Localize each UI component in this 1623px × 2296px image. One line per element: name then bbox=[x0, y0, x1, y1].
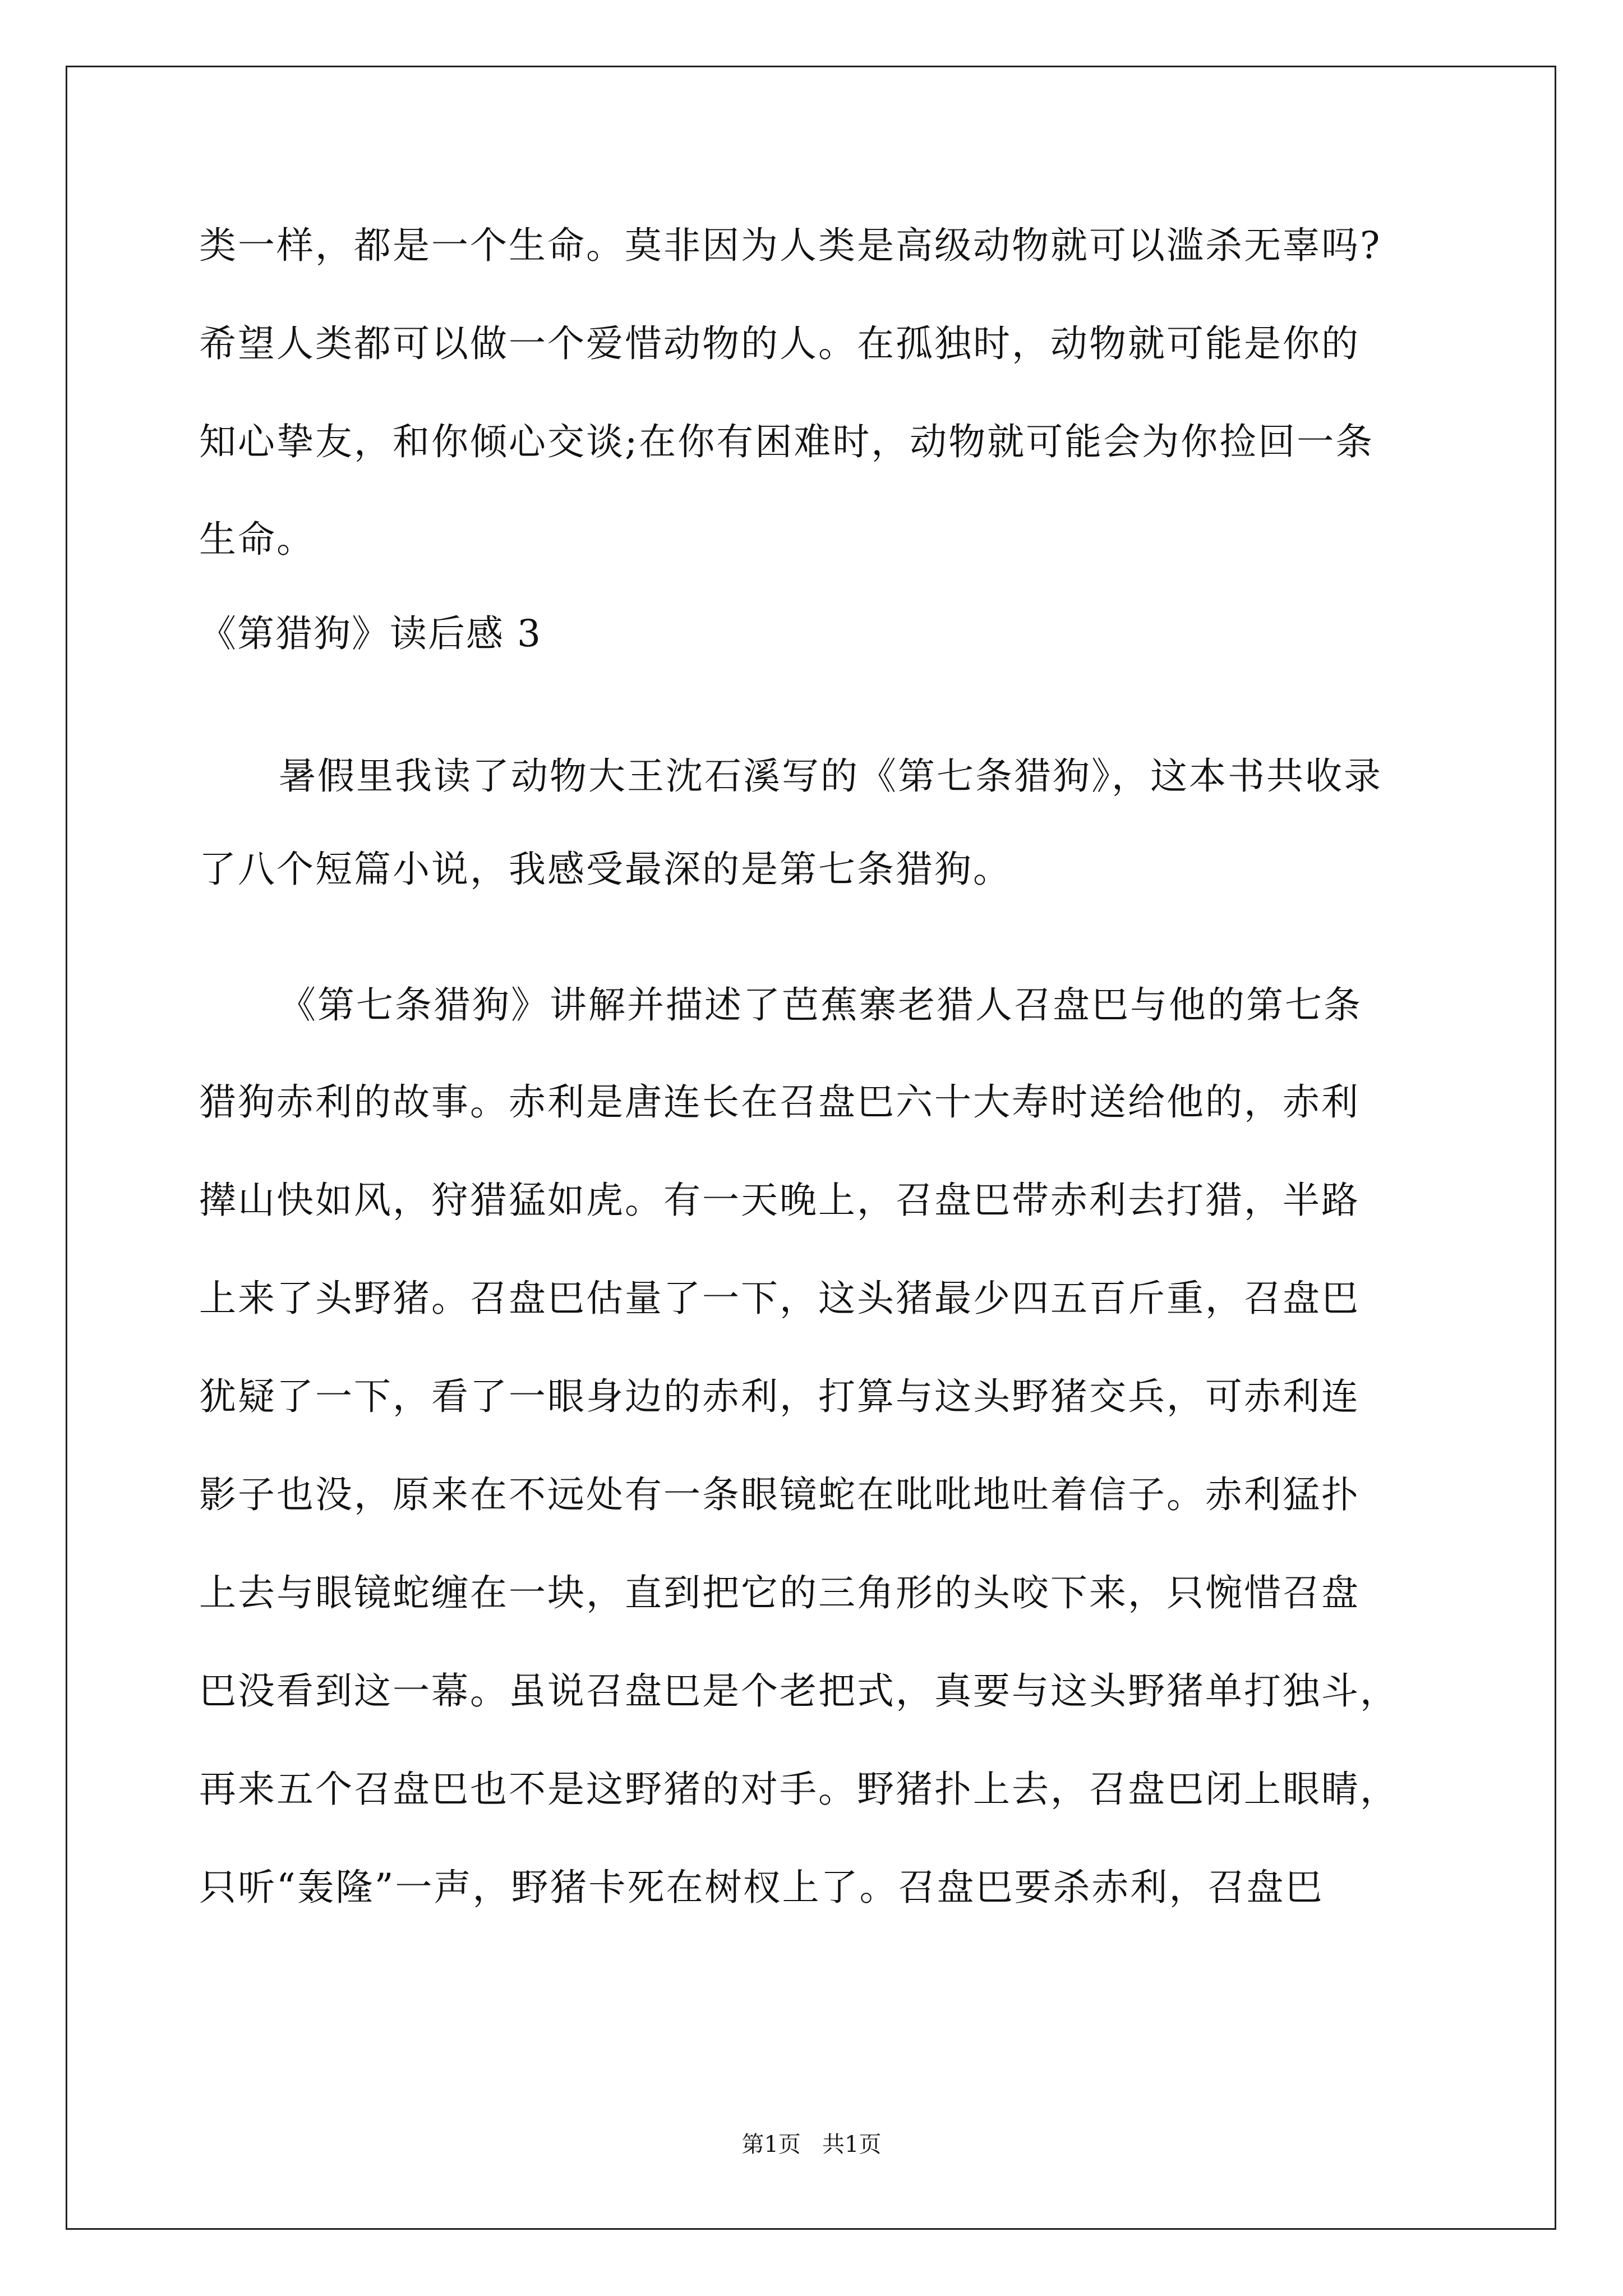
text-line: 类一样，都是一个生命。莫非因为人类是高级动物就可以滥杀无辜吗? bbox=[199, 224, 1382, 267]
paragraph-line: 《第七条猎狗》讲解并描述了芭蕉寨老猎人召盘巴与他的第七条 bbox=[279, 983, 1362, 1027]
section-heading: 《第猎狗》读后感 3 bbox=[199, 612, 542, 655]
paragraph-line: 巴没看到这一幕。虽说召盘巴是个老把式，真要与这头野猪单打独斗， bbox=[199, 1669, 1399, 1713]
paragraph-line: 撵山快如风，狩猎猛如虎。有一天晚上，召盘巴带赤利去打猎，半路 bbox=[199, 1179, 1360, 1222]
paragraph-line: 上去与眼镜蛇缠在一块，直到把它的三角形的头咬下来，只惋惜召盘 bbox=[199, 1571, 1360, 1614]
paragraph-line: 犹疑了一下，看了一眼身边的赤利，打算与这头野猪交兵，可赤利连 bbox=[199, 1375, 1360, 1418]
paragraph-line: 上来了头野猪。召盘巴估量了一下，这头猪最少四五百斤重，召盘巴 bbox=[199, 1277, 1360, 1320]
paragraph-line: 再来五个召盘巴也不是这野猪的对手。野猪扑上去，召盘巴闭上眼睛， bbox=[199, 1768, 1399, 1811]
text-line: 希望人类都可以做一个爱惜动物的人。在孤独时，动物就可能是你的 bbox=[199, 322, 1360, 365]
paragraph-line: 只听“轰隆”一声，野猪卡死在树杈上了。召盘巴要杀赤利，召盘巴 bbox=[199, 1866, 1324, 1909]
paragraph-line: 猎狗赤利的故事。赤利是唐连长在召盘巴六十大寿时送给他的，赤利 bbox=[199, 1080, 1360, 1124]
page-footer: 第1页 共1页 bbox=[741, 2132, 882, 2157]
text-line: 生命。 bbox=[199, 518, 315, 561]
text-line: 知心挚友，和你倾心交谈;在你有困难时，动物就可能会为你捡回一条 bbox=[199, 420, 1375, 463]
paragraph-line: 暑假里我读了动物大王沈石溪写的《第七条猎狗》，这本书共收录 bbox=[279, 754, 1382, 798]
paragraph-line: 了八个短篇小说，我感受最深的是第七条猎狗。 bbox=[199, 848, 1012, 891]
paragraph-line: 影子也没，原来在不远处有一条眼镜蛇在吡吡地吐着信子。赤利猛扑 bbox=[199, 1473, 1360, 1516]
